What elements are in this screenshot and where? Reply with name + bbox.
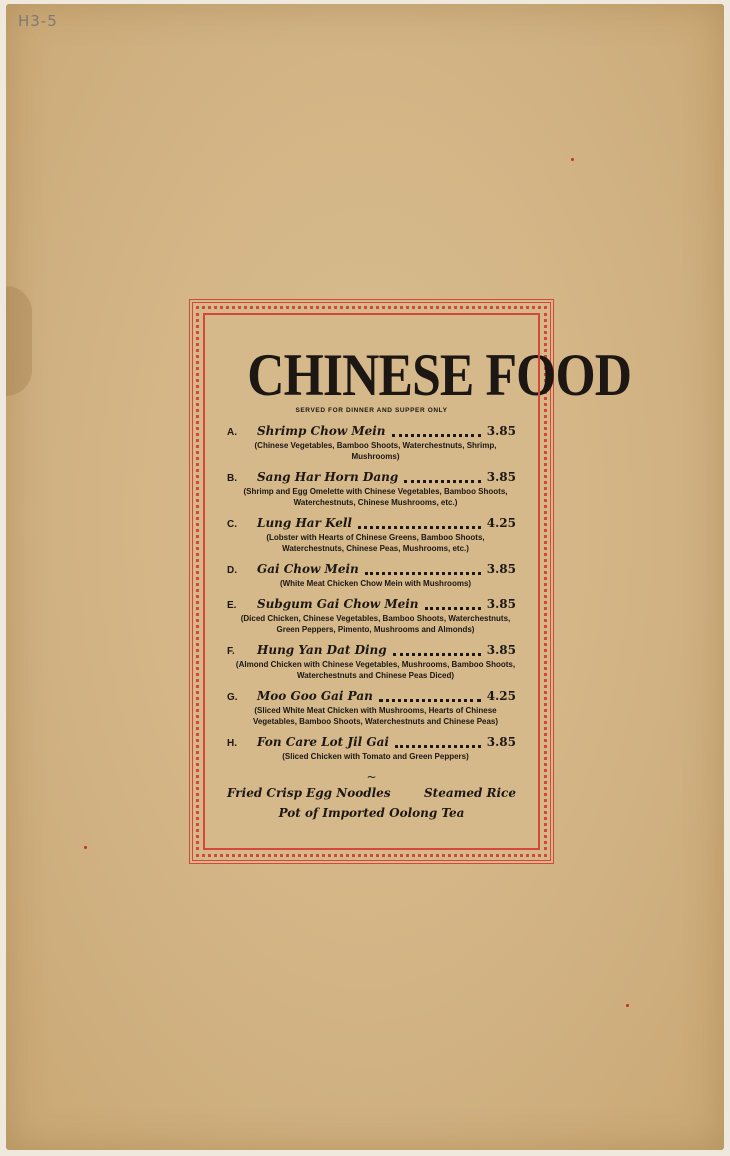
item-name: Hung Yan Dat Ding: [257, 643, 387, 657]
extra-rice: Steamed Rice: [424, 786, 516, 800]
menu-title: CHINESE FOOD: [247, 342, 632, 408]
item-description: (Chinese Vegetables, Bamboo Shoots, Waterchestnuts, Shrimp, Mushrooms): [254, 441, 497, 461]
menu-item-line: [227, 424, 516, 440]
menu-item-line: [227, 735, 516, 751]
item-description: (White Meat Chicken Chow Mein with Mushrooms): [279, 579, 472, 588]
menu-item: [227, 689, 516, 727]
menu-item: [227, 516, 516, 554]
menu-item-line: [227, 643, 516, 659]
menu-item: [227, 597, 516, 635]
item-price: 3.85: [486, 424, 516, 438]
dot-leader: [395, 744, 481, 748]
menu-item: [227, 735, 516, 762]
item-price: 3.85: [486, 597, 516, 611]
dot-leader: [404, 479, 481, 483]
item-name: Moo Goo Gai Pan: [257, 689, 373, 703]
extra-noodles: Fried Crisp Egg Noodles: [227, 786, 391, 800]
item-price: 4.25: [486, 689, 516, 703]
item-letter: H.: [227, 738, 237, 749]
dot-leader: [358, 525, 481, 529]
menu-content: [215, 325, 632, 838]
item-description: (Sliced Chicken with Tomato and Green Peppers): [282, 752, 469, 761]
included-extras-row: [227, 786, 516, 800]
dot-leader: [365, 571, 481, 575]
menu-item: [227, 562, 516, 589]
menu-item-line: [227, 597, 516, 613]
item-letter: A.: [227, 427, 237, 438]
item-price: 3.85: [486, 735, 516, 749]
item-name: Gai Chow Mein: [257, 562, 359, 576]
item-name: Shrimp Chow Mein: [257, 424, 386, 438]
menu-frame: [189, 299, 632, 864]
menu-item-line: [227, 562, 516, 578]
red-speck: [571, 158, 574, 161]
menu-subtitle: SERVED FOR DINNER AND SUPPER ONLY: [295, 407, 448, 414]
item-description: (Sliced White Meat Chicken with Mushrooms, Hearts of Chinese Vegetables, Bamboo Shoots, Waterchestnuts and Chinese Peas): [252, 706, 499, 726]
item-name: Subgum Gai Chow Mein: [257, 597, 419, 611]
red-speck: [84, 846, 87, 849]
extra-tea: Pot of Imported Oolong Tea: [278, 806, 465, 820]
menu-item: [227, 424, 516, 462]
item-letter: E.: [227, 600, 237, 611]
item-letter: B.: [227, 473, 237, 484]
dot-leader: [379, 698, 481, 702]
item-description: (Shrimp and Egg Omelette with Chinese Vegetables, Bamboo Shoots, Waterchestnuts, Chinese Mushrooms, etc.): [243, 487, 508, 507]
item-letter: F.: [227, 646, 235, 657]
item-price: 3.85: [486, 562, 516, 576]
item-letter: G.: [227, 692, 238, 703]
menu-paper: [6, 4, 724, 1150]
item-price: 3.85: [486, 470, 516, 484]
item-letter: C.: [227, 519, 237, 530]
menu-items-list: [227, 424, 516, 762]
dot-leader: [425, 606, 481, 610]
item-name: Lung Har Kell: [257, 516, 352, 530]
dot-leader: [392, 433, 481, 437]
menu-item: [227, 643, 516, 681]
item-price: 3.85: [486, 643, 516, 657]
item-description: (Lobster with Hearts of Chinese Greens, Bamboo Shoots, Waterchestnuts, Chinese Peas, Mushrooms, etc.): [266, 533, 485, 553]
menu-item: [227, 470, 516, 508]
item-description: (Almond Chicken with Chinese Vegetables, Mushrooms, Bamboo Shoots, Waterchestnuts and Chinese Peas Diced): [235, 660, 516, 680]
item-price: 4.25: [486, 516, 516, 530]
menu-item-line: [227, 689, 516, 705]
menu-item-line: [227, 470, 516, 486]
item-description: (Diced Chicken, Chinese Vegetables, Bamboo Shoots, Waterchestnuts, Green Peppers, Pimento, Mushrooms and Almonds): [240, 614, 511, 634]
item-letter: D.: [227, 565, 237, 576]
archive-mark: H3-5: [18, 12, 58, 30]
divider-tilde: ~: [366, 770, 377, 784]
item-name: Fon Care Lot Jil Gai: [257, 735, 389, 749]
menu-item-line: [227, 516, 516, 532]
dot-leader: [393, 652, 481, 656]
red-speck: [626, 1004, 629, 1007]
paper-stain: [6, 286, 32, 396]
item-name: Sang Har Horn Dang: [257, 470, 399, 484]
